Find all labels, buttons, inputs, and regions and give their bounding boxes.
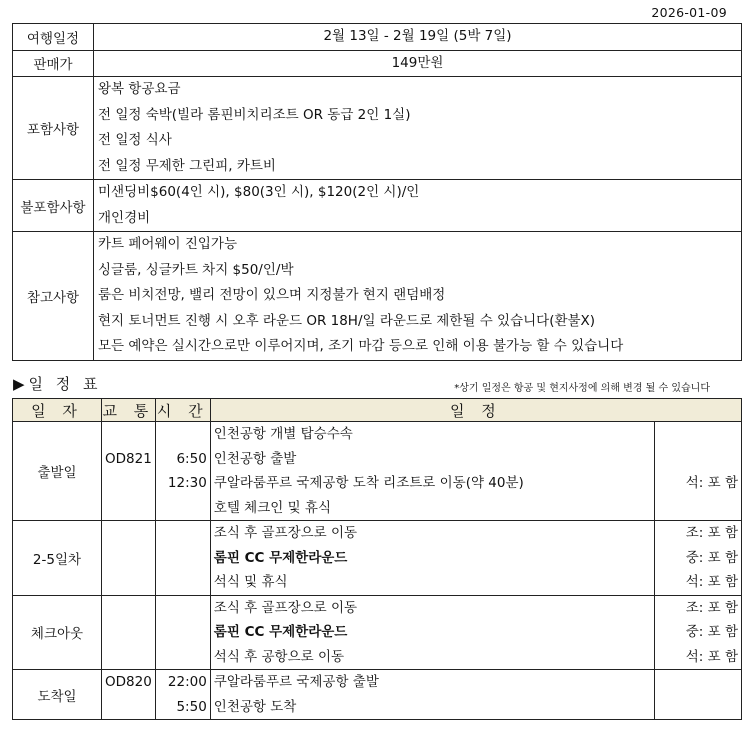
- schedule-row: [13, 595, 742, 670]
- itinerary-item: 석식 후 공항으로 이동: [213, 648, 345, 665]
- schedule-row: [13, 670, 742, 720]
- excluded-item: 미샌딩비$60(4인 시), $80(3인 시), $120(2인 시)/인: [98, 184, 420, 200]
- excluded-item: 개인경비: [98, 209, 151, 226]
- price-label: 판매가: [13, 50, 94, 77]
- included-item: 왕복 항공요금: [98, 81, 181, 97]
- header-day: 일 자: [13, 399, 102, 422]
- row-transport: [102, 521, 156, 596]
- itinerary-item: 인천공항 개별 탑승수속: [213, 426, 353, 442]
- price-value: 149만원: [94, 50, 742, 77]
- row-transport: OD821: [102, 422, 156, 521]
- included-item: 전 일정 식사: [98, 132, 172, 148]
- itinerary-item: 조식 후 골프장으로 이동: [213, 525, 358, 541]
- tour-info-table: [12, 23, 742, 361]
- schedule-row: [13, 521, 742, 596]
- document-date: 2026-01-09: [651, 5, 727, 20]
- schedule-table: [12, 398, 742, 720]
- note-item: 카트 페어웨이 진입가능: [98, 236, 237, 252]
- header-itinerary: 일 정: [210, 399, 741, 422]
- row-meals: 석: 포 함: [655, 422, 742, 521]
- note-item: 모든 예약은 실시간으로만 이루어지며, 조기 마감 등으로 인해 이용 불가능 할 수 있습니다: [98, 338, 624, 354]
- schedule-disclaimer: *상기 일정은 항공 및 현지사정에 의해 변경 될 수 있습니다: [454, 383, 710, 394]
- note-item: 현지 토너먼트 진행 시 오후 라운드 OR 18H/일 라운드로 제한될 수 있습니다(환불X): [98, 312, 596, 329]
- row-meals: 조: 포 함 중: 포 함 석: 포 함: [655, 521, 742, 596]
- itinerary-item: 쿠알라룸푸르 국제공항 출발: [213, 674, 379, 690]
- row-transport: [102, 595, 156, 670]
- schedule-title: ▶일 정 표: [13, 375, 102, 393]
- itinerary-item: 롬핀 CC 무제한라운드: [213, 549, 348, 566]
- row-day: 도착일: [13, 670, 102, 720]
- row-itinerary: [210, 422, 654, 521]
- excluded-list: [94, 180, 742, 232]
- row-itinerary: [210, 521, 654, 596]
- row-day: 2-5일차: [13, 521, 102, 596]
- row-transport: OD820: [102, 670, 156, 720]
- period-label: 여행일정: [13, 24, 94, 51]
- included-label: 포함사항: [13, 77, 94, 180]
- row-time: [155, 595, 210, 670]
- notes-label: 참고사항: [13, 232, 94, 361]
- included-list: [94, 77, 742, 180]
- header-time: 시 간: [155, 399, 210, 422]
- itinerary-item: 호텔 체크인 및 휴식: [213, 499, 331, 516]
- row-meals: 조: 포 함 중: 포 함 석: 포 함: [655, 595, 742, 670]
- notes-list: [94, 232, 742, 361]
- row-day: 출발일: [13, 422, 102, 521]
- row-time: 6:50 12:30: [155, 422, 210, 521]
- included-item: 전 일정 무제한 그린피, 카트비: [98, 157, 276, 174]
- row-time: [155, 521, 210, 596]
- header-transport: 교 통: [102, 399, 156, 422]
- note-item: 싱글룸, 싱글카트 차지 $50/인/박: [98, 261, 294, 278]
- excluded-label: 불포함사항: [13, 180, 94, 232]
- itinerary-item: 인천공항 출발: [213, 450, 297, 467]
- included-item: 전 일정 숙박(빌라 롬핀비치리조트 OR 동급 2인 1실): [98, 106, 411, 123]
- row-day: 체크아웃: [13, 595, 102, 670]
- row-time: 22:00 5:50: [155, 670, 210, 720]
- row-meals: [655, 670, 742, 720]
- row-itinerary: [210, 670, 654, 720]
- itinerary-item: 쿠알라룸푸르 국제공항 도착 리조트로 이동(약 40분): [213, 475, 524, 491]
- row-itinerary: [210, 595, 654, 670]
- itinerary-item: 조식 후 골프장으로 이동: [213, 599, 358, 616]
- note-item: 룸은 비치전망, 밸리 전망이 있으며 지정불가 현지 랜덤배정: [98, 287, 446, 303]
- schedule-row: [13, 422, 742, 521]
- itinerary-item: 롬핀 CC 무제한라운드: [213, 624, 348, 640]
- itinerary-item: 석식 및 휴식: [213, 574, 288, 590]
- period-value: 2월 13일 - 2월 19일 (5박 7일): [94, 24, 742, 51]
- itinerary-item: 인천공항 도착: [213, 698, 297, 715]
